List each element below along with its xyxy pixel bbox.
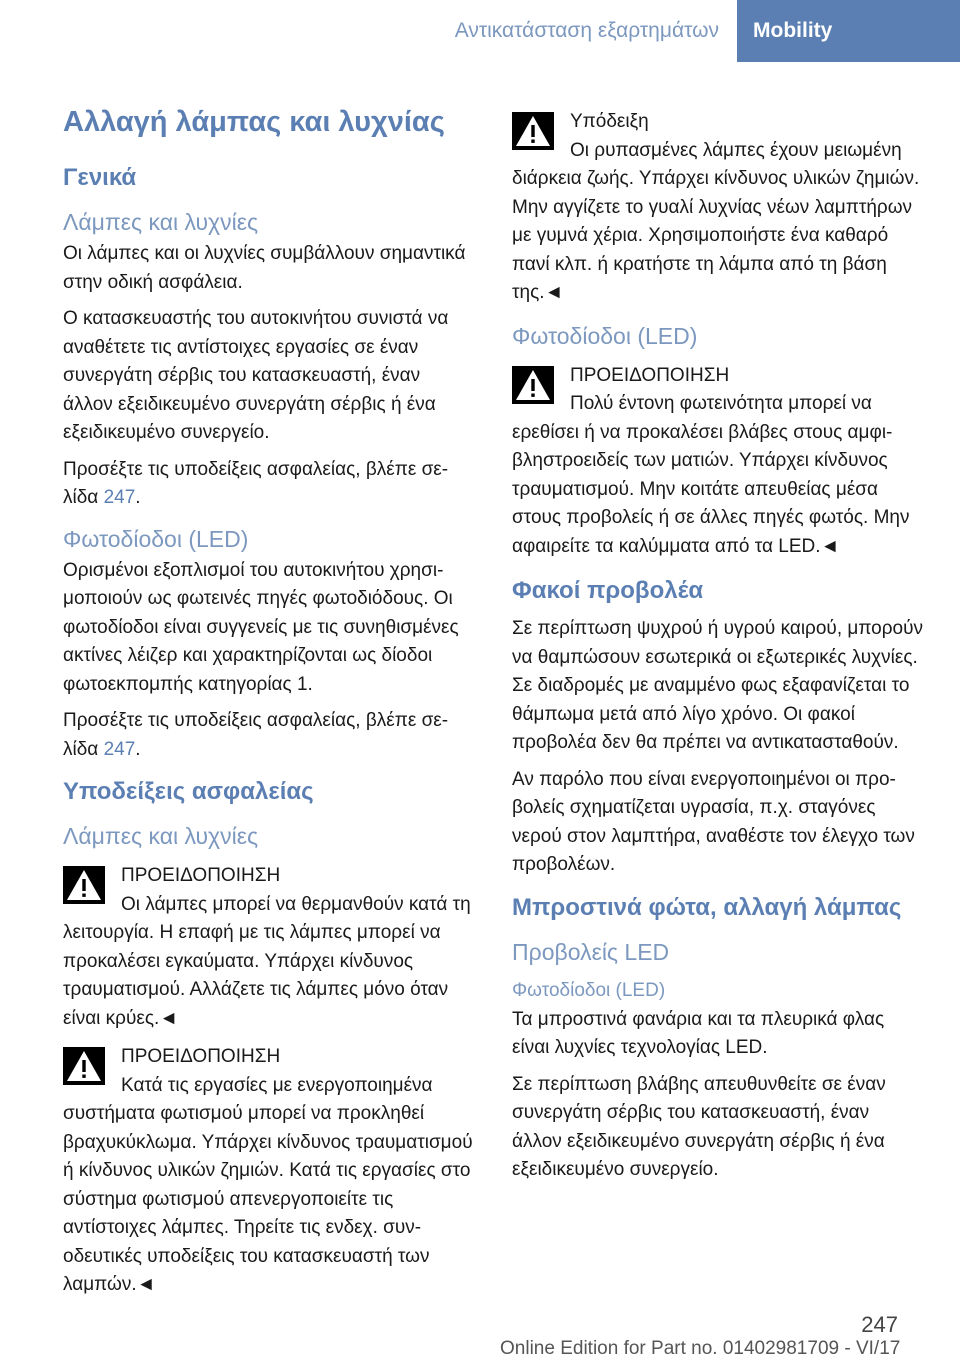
- warning-box: [63, 862, 475, 1033]
- right-column: [512, 96, 924, 1193]
- paragraph: Τα μπροστινά φανάρια και τα πλευρικά φλας είναι λυχνίες τεχνολογίας LED.: [512, 1008, 885, 1058]
- warning-icon: [512, 366, 554, 404]
- page-link[interactable]: 247: [103, 487, 136, 508]
- heading-general: Γενικά: [63, 164, 137, 191]
- paragraph: Αν παρόλο που είναι ενεργοποιημένοι οι προβολείς σχηματίζεται υγρασία, π.χ. σταγόνες νερού στον λαμπτήρα, αναθέστε τον έλεγχο των προβολέων.: [512, 768, 915, 875]
- heading-lamps: Λάμπες και λυχνίες: [63, 209, 259, 235]
- paragraph: Ορισμένοι εξοπλισμοί του αυτοκινήτου χρησιμοποιούν ως φωτεινές πηγές φωτοδιόδους. Οι φωτοδίοδοι είναι συγγενείς με τις συνηθισμένες ακτίνες λέιζερ και χαρακτηρίζονται ως δίοδοι φωτοεκπομπής κατηγορίας 1.: [63, 559, 459, 695]
- paragraph: Προσέξτε τις υποδείξεις ασφαλείας, βλέπε σελίδα 247.: [63, 458, 449, 508]
- section-title: Αντικατάσταση εξαρτημάτων: [454, 19, 719, 42]
- paragraph: Σε περίπτωση βλάβης απευθυνθείτε σε έναν συνεργάτη σέρβις του κατασκευαστή, έναν άλλον εξειδικευμένο συνεργάτη σέρβις ή ένα εξειδικευμένο συνεργείο.: [512, 1073, 886, 1180]
- edition-note: Online Edition for Part no. 01402981709 - VI/17: [500, 1338, 901, 1359]
- paragraph: Σε περίπτωση ψυχρού ή υγρού καιρού, μπορούν να θαμπώσουν εσωτερικά οι εξωτερικές λυχνίες. Σε διαδρομές με αναμμένο φως εξαφανίζεται το θάμπωμα μετά από λίγο χρόνο. Οι φακοί προβολέα δεν θα πρέπει να αντικατασταθούν.: [512, 618, 924, 753]
- subheading-led: Φωτοδίοδοι (LED): [512, 979, 666, 1001]
- heading-led: Φωτοδίοδοι (LED): [512, 322, 698, 349]
- paragraph: Προσέξτε τις υποδείξεις ασφαλείας, βλέπε σελίδα 247.: [63, 710, 449, 760]
- warning-title: ΠΡΟΕΙΔΟΠΟΙΗΣΗ: [570, 364, 730, 386]
- page-title: Αλλαγή λάμπας και λυχνίας: [63, 106, 445, 138]
- page-header: [0, 0, 960, 62]
- heading-front-lights: Μπροστινά φώτα, αλλαγή λάμπας: [512, 893, 902, 921]
- warning-text: Κατά τις εργασίες με ενεργοποιημένα συστήματα φωτισμού μπορεί να προκληθεί βραχυκύκλωμα. Υπάρχει κίνδυνος τραυματισμού ή κίνδυνος υλικών ζημιών. Κατά τις εργασίες στο σύστημα φωτισμού απενεργοποιείτε τις αντίστοιχες λάμπες. Τηρείτε τις ενδεχ. συνοδευτικές υποδείξεις του κατασκευαστή των λαμπών.◄: [63, 1074, 473, 1295]
- heading-led: Φωτοδίοδοι (LED): [63, 525, 249, 552]
- paragraph: Οι λάμπες και οι λυχνίες συμβάλλουν σημαντικά στην οδική ασφάλεια.: [63, 243, 466, 293]
- left-column: [63, 96, 475, 1310]
- warning-title: ΠΡΟΕΙΔΟΠΟΙΗΣΗ: [121, 865, 281, 886]
- warning-box: [512, 362, 924, 562]
- note-text: Οι ρυπασμένες λάμπες έχουν μειωμένη διάρκεια ζωής. Υπάρχει κίνδυνος υλικών ζημιών. Μην αγγίζετε το γυαλί λυχνίας νέων λαμπτήρων με γυμνά χέρια. Χρησιμοποιήστε ένα καθαρό πανί κλπ. ή κρατήστε τη λάμπα από τη βάση της.◄: [512, 139, 920, 303]
- note-title: Υπόδειξη: [570, 111, 649, 132]
- warning-icon: [63, 866, 105, 904]
- paragraph: Ο κατασκευαστής του αυτοκινήτου συνιστά να αναθέτετε τις αντίστοιχες εργασίες σε έναν συνεργάτη σέρβις του κατασκευαστή, έναν άλλον εξειδικευμένο συνεργάτη σέρβις ή ένα εξειδικευμένο συνεργείο.: [63, 308, 449, 443]
- warning-box: [63, 1043, 475, 1300]
- heading-lenses: Φακοί προβολέα: [512, 577, 704, 604]
- heading-led-headlights: Προβολείς LED: [512, 938, 670, 965]
- warning-icon: [63, 1047, 105, 1085]
- warning-icon: [512, 112, 554, 150]
- warning-text: Οι λάμπες μπορεί να θερμανθούν κατά τη λειτουργία. Η επαφή με τις λάμπες μπορεί να προκαλέσει εγκαύματα. Υπάρχει κίνδυνος τραυματισμού. Αλλάζετε τις λάμπες μόνο όταν είναι κρύες.◄: [63, 893, 471, 1029]
- page-link[interactable]: 247: [103, 738, 136, 760]
- note-box: [512, 108, 924, 308]
- warning-title: ΠΡΟΕΙΔΟΠΟΙΗΣΗ: [121, 1046, 281, 1067]
- heading-safety: Υποδείξεις ασφαλείας: [63, 778, 314, 805]
- heading-lamps: Λάμπες και λυχνίες: [63, 823, 259, 849]
- warning-text: Πολύ έντονη φωτεινότητα μπορεί να ερεθίσει ή να προκαλέσει βλάβες στους αμφιβληστροειδείς των ματιών. Υπάρχει κίνδυνος τραυματισμού. Μην κοιτάτε απευθείας μέσα στους προβολείς ή σε άλλες πηγές φωτός. Μην αφαιρείτε τα καλύμματα από τα LED.◄: [512, 393, 910, 557]
- page-number: 247: [861, 1312, 898, 1337]
- chapter-tab[interactable]: Mobility: [737, 0, 960, 62]
